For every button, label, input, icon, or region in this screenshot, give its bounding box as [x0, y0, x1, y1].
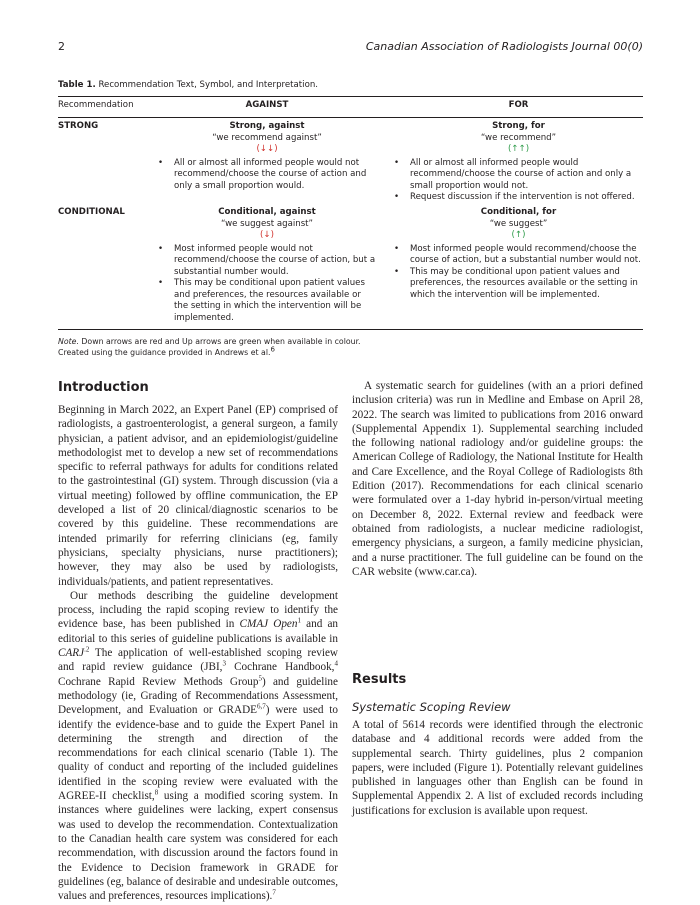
bullet-item: • This may be conditional upon patient values and preferences, the resources available or the setting in which the intervention will be implemented. [410, 267, 643, 302]
bullet-item: • This may be conditional upon patient values and preferences, the resources available or the setting in which the intervention will be implemented. [174, 278, 376, 324]
results-body [352, 718, 643, 818]
page-number: 2 [58, 40, 65, 53]
intro-paragraph-2: Our methods describing the guideline development process, including the rapid scoping review to identify the evidence base, has been published in CMAJ Open$^1$ and an editorial to this series of guideline publications is available in $CARJ^{.2}$ The application of well-established scoping review and rapid review guidance (JBI,$^3$ Cochrane Handbook,$^4$ Cochrane Rapid Review Methods Group$^5$) and guideline methodology (ie, Grading of Recommendations Assessment, Development, and Evaluation or GRADE$^{6,7}$) were used to identify the evidence-base and to guide the Expert Panel in determining the strength and direction of the recommendations for each clinical scenario (Table 1). The quality of conduct and reporting of the included guidelines identified in the scoping review were evaluated with the AGREE-II checklist,$^8$ using a modified scoring system. In instances where guidelines were lacking, expert consensus was used to develop the recommendation. Contextualization to the Canadian health care system was considered for each recommendation, with discussion around the factors found in the Evidence to Decision framework in GRADE for guidelines (eg, balance of desirable and undesirable outcomes, values and preferences, resources implications).$^7$ [58, 589, 338, 903]
cell-conditional-for [394, 207, 643, 301]
table-note [58, 336, 361, 358]
introduction-heading: Introduction [58, 380, 149, 395]
down-arrows-symbol: (↓↓) [256, 144, 278, 154]
results-heading: Results [352, 672, 407, 687]
journal-name: CARJ [58, 647, 85, 660]
table-header-rule [58, 117, 643, 118]
cell-strong-for [394, 121, 643, 204]
note-line2: Created using the guidance provided in Andrews et al. [58, 348, 271, 357]
up-arrows-symbol: (↑↑) [507, 144, 530, 154]
cell-quote: “we suggest against” [220, 218, 313, 229]
journal-name: CMAJ Open [239, 618, 298, 631]
table-caption-text: Recommendation Text, Symbol, and Interpretation. [98, 80, 319, 90]
cell-conditional-against [158, 207, 376, 324]
cell-title: Conditional, for [480, 207, 557, 217]
note-text: Down arrows are red and Up arrows are green when available in colour. [81, 337, 361, 346]
note-label: Note. [58, 337, 79, 346]
left-column [58, 403, 338, 903]
cell-strong-against [158, 121, 376, 192]
note-line2-sup: 6 [270, 345, 275, 354]
col-header-against: AGAINST [245, 100, 289, 110]
row-label-strong: STRONG [58, 121, 99, 131]
systematic-scoping-review-subheading: Systematic Scoping Review [352, 700, 511, 714]
up-arrow-symbol: (↑) [511, 230, 526, 240]
cell-quote: “we recommend” [480, 132, 557, 143]
col-header-recommendation: Recommendation [58, 100, 134, 110]
cell-quote: “we suggest” [489, 218, 548, 229]
cell-title: Strong, against [229, 121, 305, 131]
table-bottom-rule [58, 329, 643, 330]
table-caption [58, 80, 318, 90]
right-column [352, 379, 643, 579]
down-arrow-symbol: (↓) [260, 230, 274, 240]
table-top-rule [58, 96, 643, 97]
table-caption-label: Table 1. [58, 80, 96, 90]
journal-title: Canadian Association of Radiologists Journal 00(0) [365, 40, 643, 53]
results-paragraph-1: A total of 5614 records were identified through the electronic database and 4 additional records were added from the supplemental search. Thirty guidelines, plus 2 companion papers, were included (Figure 1). Potentially relevant guidelines published in languages other than English can be found in Supplemental Appendix 2. A list of excluded records including justifications for exclusion is available upon request. [352, 719, 643, 817]
bullet-item: • Request discussion if the intervention is not offered. [410, 192, 643, 204]
bullet-item: • Most informed people would recommend/choose the course of action, but a substantial number would not. [410, 244, 643, 267]
bullet-item: • All or almost all informed people would recommend/choose the course of action and only a small proportion would not. [410, 158, 643, 193]
bullet-item: • Most informed people would not recommend/choose the course of action, but a substantial number would. [174, 244, 376, 279]
intro-paragraph-3: A systematic search for guidelines (with an a priori defined inclusion criteria) was run in Medline and Embase on April 28, 2022. The search was limited to publications from 2016 onward (Supplemental Appendix 1). Supplemental searching included the following national radiology and/or guideline groups: the American College of Radiology, the National Institute for Health and Care Excellence, and the Royal College of Radiologists 8th Edition (2017). Recommendations for each clinical scenario were formulated over a 1-day hybrid in-person/virtual meeting on December 8, 2022. External review and feedback were obtained from radiologists, a nuclear medicine radiologist, emergency physicians, a surgeon, a family medicine physician, and a nurse practitioner. The full guideline can be found on the CAR website (www.car.ca). [352, 380, 643, 578]
col-header-for: FOR [508, 100, 529, 110]
cell-title: Strong, for [492, 121, 545, 131]
row-label-conditional: CONDITIONAL [58, 207, 125, 217]
cell-title: Conditional, against [218, 207, 316, 217]
bullet-item: • All or almost all informed people would not recommend/choose the course of action and only a small proportion would. [174, 158, 376, 193]
intro-paragraph-1: Beginning in March 2022, an Expert Panel (EP) comprised of radiologists, a gastroenterologist, a general surgeon, a family physician, a patient advisor, and an epidemiologist/guideline methodologist met to develop a new set of recommendations specific to referral pathways for adults for conditions related to the gastrointestinal (GI) system. Through discussion (via a virtual meeting) followed by offline communication, the EP developed a list of 20 clinical/diagnostic scenarios to be covered by this guideline. These recommendations are intended primarily for referring clinicians (eg, family physicians, specialty physicians, nurse practitioners); however, they may also be used by radiologists, individuals/patients, and patient representatives. [58, 404, 338, 588]
cell-quote: “we recommend against” [212, 132, 322, 143]
running-header [58, 40, 643, 56]
